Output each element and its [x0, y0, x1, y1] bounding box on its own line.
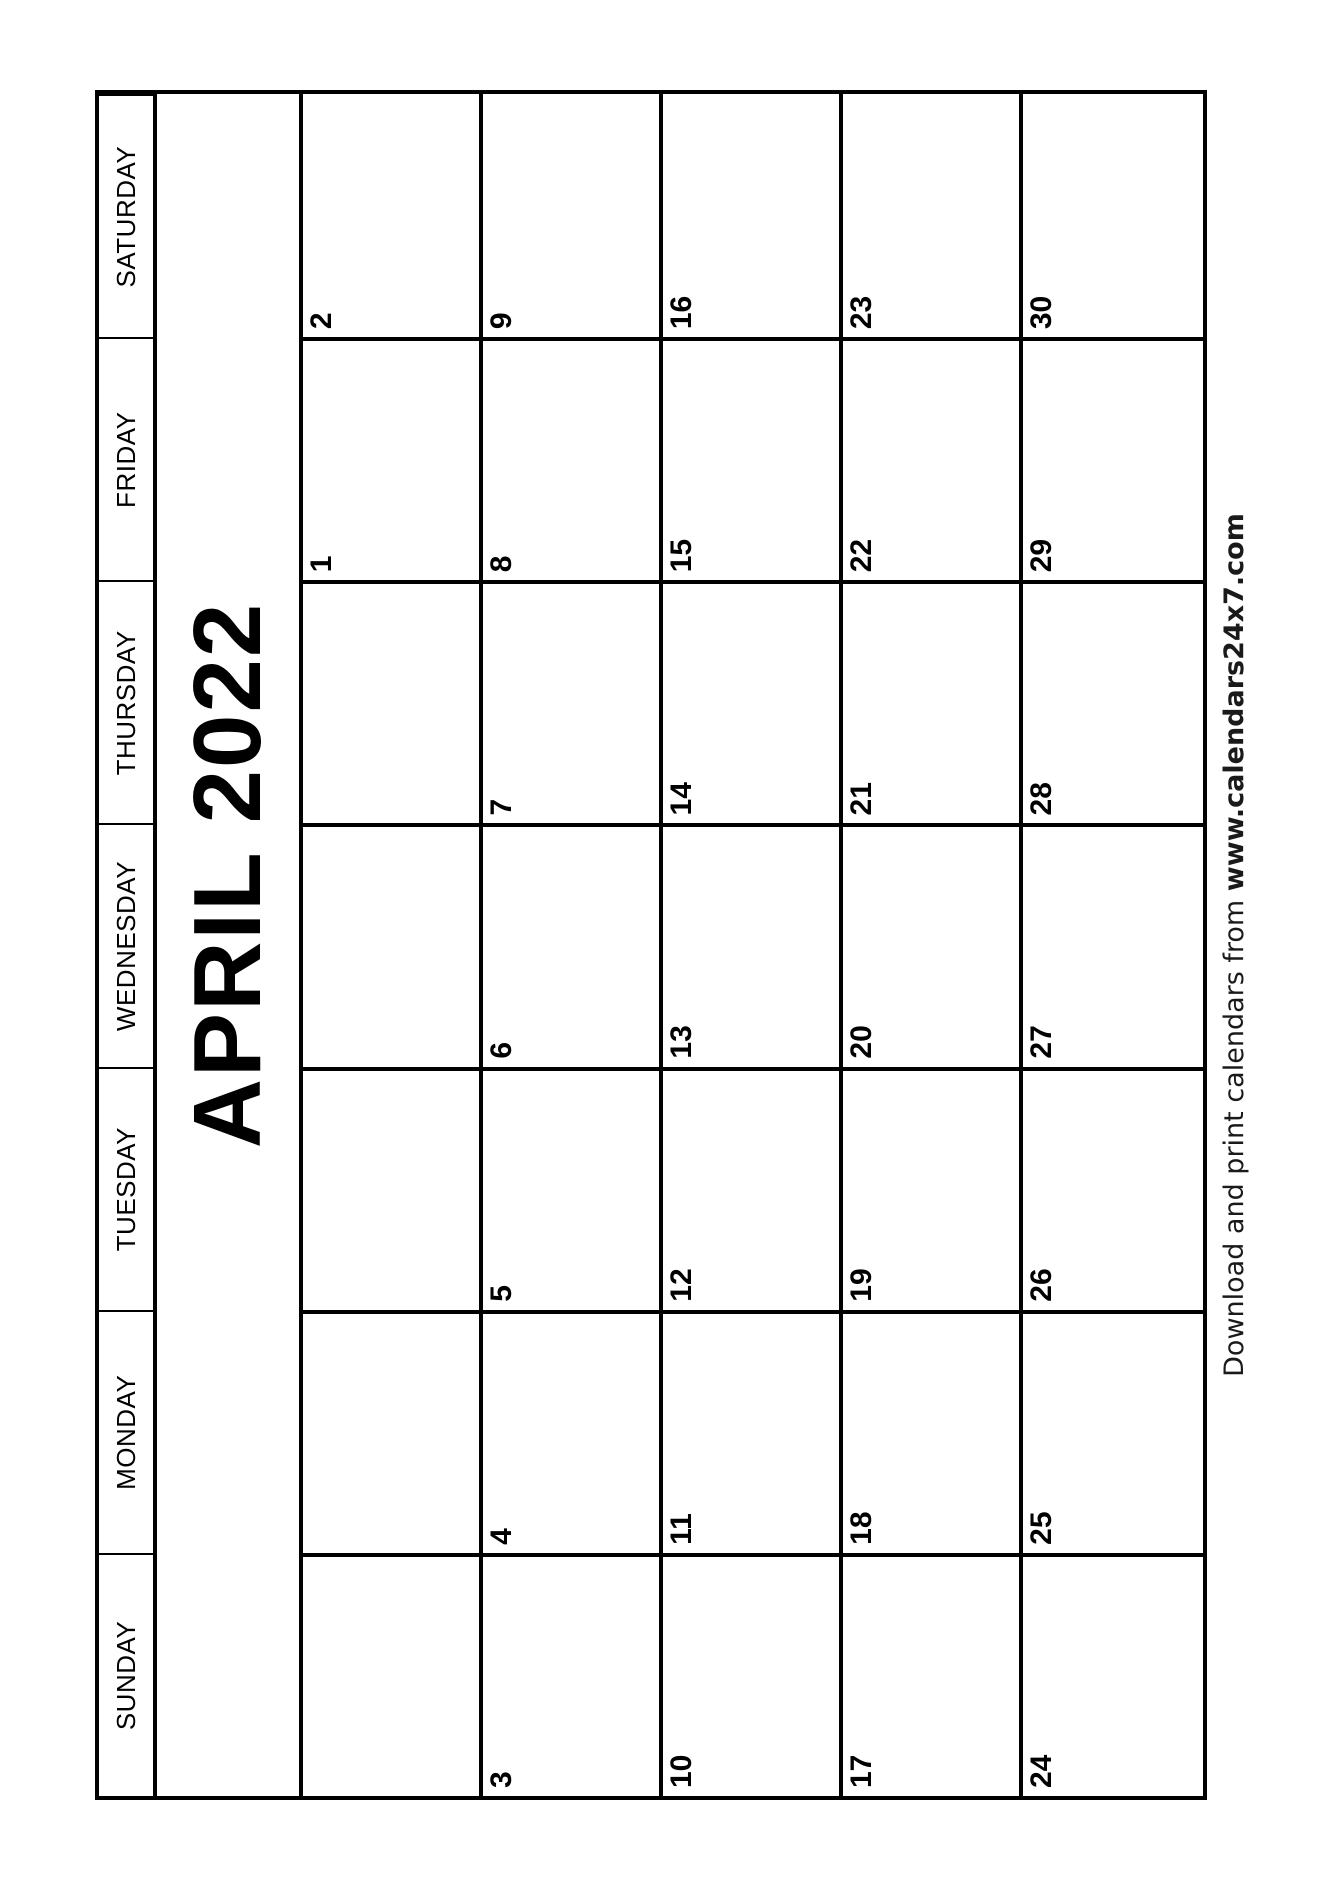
title-row: [157, 94, 303, 1796]
day-number: 13: [665, 1025, 698, 1059]
day-cell: [303, 94, 483, 337]
day-number: 1: [305, 555, 338, 573]
day-cell: [843, 1553, 1023, 1796]
day-number: 24: [1025, 1754, 1058, 1788]
day-number: 3: [485, 1771, 518, 1788]
day-cell: [483, 1310, 663, 1553]
day-cell: [303, 580, 483, 823]
day-cell: [663, 1553, 843, 1796]
day-number: 6: [485, 1041, 518, 1059]
day-number: 17: [845, 1754, 878, 1788]
day-cell: [303, 1310, 483, 1553]
day-number: 27: [1025, 1025, 1058, 1059]
day-number: 16: [665, 295, 698, 330]
day-cell: [663, 580, 843, 823]
day-cell: [663, 823, 843, 1066]
day-number: 21: [845, 782, 878, 816]
day-cell: [303, 1067, 483, 1310]
day-number: 25: [1025, 1511, 1058, 1545]
day-number: 7: [485, 798, 518, 816]
day-cell: [663, 337, 843, 580]
day-number: 8: [485, 555, 518, 573]
day-cell: [483, 1067, 663, 1310]
day-cell: [1023, 1553, 1203, 1796]
day-cell: [843, 823, 1023, 1066]
footer-text: Download and print calendars from: [1219, 891, 1250, 1377]
day-cell: [1023, 1067, 1203, 1310]
day-name-thursday: THURSDAY: [99, 580, 157, 823]
day-number: 29: [1025, 538, 1058, 573]
day-name-saturday: SATURDAY: [99, 94, 157, 337]
day-cell: [1023, 337, 1203, 580]
day-number: 10: [665, 1754, 698, 1788]
day-cell: [843, 1067, 1023, 1310]
day-name-monday: MONDAY: [99, 1310, 157, 1553]
day-name-sunday: SUNDAY: [99, 1553, 157, 1796]
day-name-friday: FRIDAY: [99, 337, 157, 580]
day-name-wednesday: WEDNESDAY: [99, 823, 157, 1066]
day-cell: [843, 1310, 1023, 1553]
day-number: 22: [845, 538, 878, 573]
day-number: 15: [665, 538, 698, 573]
day-cell: [1023, 94, 1203, 337]
day-number: 9: [485, 312, 518, 330]
day-number: 4: [485, 1528, 518, 1545]
month-title: APRIL 2022: [174, 601, 281, 1149]
day-cell: [483, 337, 663, 580]
calendar-grid: [95, 90, 1207, 1800]
day-number: 26: [1025, 1268, 1058, 1302]
day-number: 19: [845, 1268, 878, 1302]
day-cell: [483, 580, 663, 823]
day-number: 11: [665, 1513, 698, 1545]
footer-url: www.calendars24x7.com: [1219, 513, 1250, 892]
day-name-tuesday: TUESDAY: [99, 1067, 157, 1310]
day-cell: [483, 1553, 663, 1796]
day-number: 23: [845, 295, 878, 330]
day-number: 14: [665, 782, 698, 816]
day-cell: [663, 1067, 843, 1310]
day-number: 28: [1025, 782, 1058, 816]
day-cell: [483, 94, 663, 337]
day-cell: [663, 94, 843, 337]
day-cell: [843, 580, 1023, 823]
day-cell: [843, 94, 1023, 337]
day-number: 5: [485, 1285, 518, 1302]
day-cell: [1023, 580, 1203, 823]
day-cell: [303, 823, 483, 1066]
day-number: 20: [845, 1025, 878, 1059]
day-number: 18: [845, 1511, 878, 1545]
day-cell: [1023, 1310, 1203, 1553]
day-cell: [1023, 823, 1203, 1066]
day-cell: [663, 1310, 843, 1553]
day-cell: [843, 337, 1023, 580]
day-cell: [303, 337, 483, 580]
day-cell: [303, 1553, 483, 1796]
footer: [1219, 90, 1250, 1800]
day-cell: [483, 823, 663, 1066]
day-number: 2: [305, 312, 338, 330]
calendar-page: [95, 90, 1250, 1800]
day-number: 12: [665, 1268, 698, 1302]
day-number: 30: [1025, 295, 1058, 330]
